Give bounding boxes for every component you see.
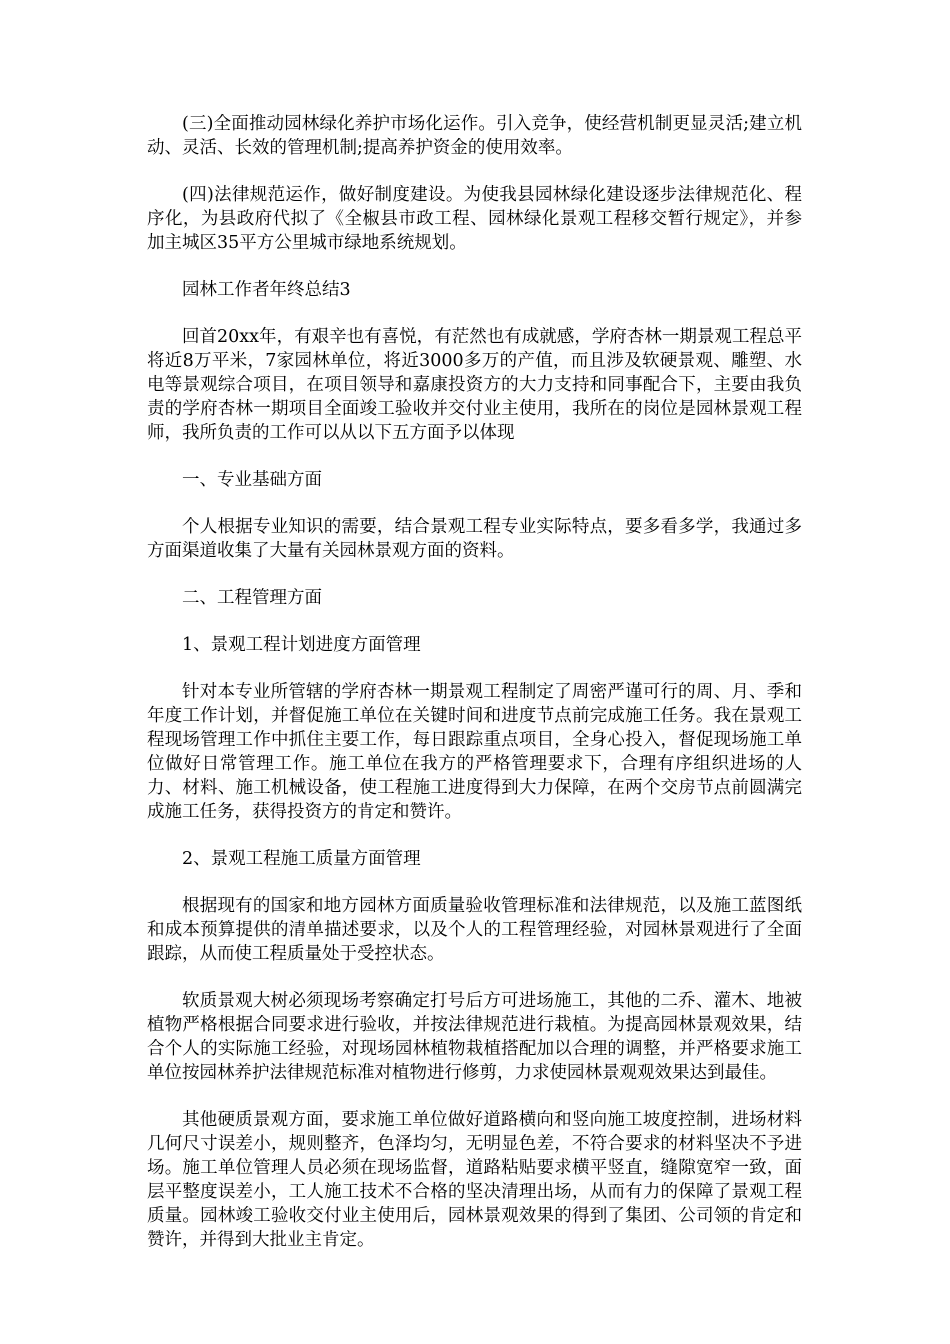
paragraph-quality-standards: 根据现有的国家和地方园林方面质量验收管理标准和法律规范，以及施工蓝图纸和成本预算提供的清单描述要求，以及个人的工程管理经验，对园林景观进行了全面跟踪，从而使工程质量处于受控状态。	[147, 896, 802, 964]
paragraph-legal-regulation: (四)法律规范运作，做好制度建设。为使我县园林绿化建设逐步法律规范化、程序化，为县政府代拟了《全椒县市政工程、园林绿化景观工程移交暂行规定》，并参加主城区35平方公里城市绿地系统规划。	[147, 185, 802, 253]
paragraph-hard-landscape: 其他硬质景观方面，要求施工单位做好道路横向和竖向施工坡度控制，进场材料几何尺寸误差小，规则整齐，色泽均匀，无明显色差，不符合要求的材料坚决不予进场。施工单位管理人员必须在现场监督，道路粘贴要求横平竖直，缝隙宽窄一致，面层平整度误差小，工人施工技术不合格的坚决清理出场，从而有力的保障了景观工程质量。园林竣工验收交付业主使用后，园林景观效果的得到了集团、公司领的肯定和赞许，并得到大批业主肯定。	[147, 1110, 802, 1250]
paragraph-schedule: 针对本专业所管辖的学府杏林一期景观工程制定了周密严谨可行的周、月、季和年度工作计划，并督促施工单位在关键时间和进度节点前完成施工任务。我在景观工程现场管理工作中抓住主要工作，每日跟踪重点项目，全身心投入，督促现场施工单位做好日常管理工作。施工单位在我方的严格管理要求下，合理有序组织进场的人力、材料、施工机械设备，使工程施工进度得到大力保障，在两个交房节点前圆满完成施工任务，获得投资方的肯定和赞许。	[147, 682, 802, 822]
paragraph-soft-landscape: 软质景观大树必须现场考察确定打号后方可进场施工，其他的二乔、灌木、地被植物严格根据合同要求进行验收，并按法律规范进行栽植。为提高园林景观效果，结合个人的实际施工经验，对现场园林植物栽植搭配加以合理的调整，并严格要求施工单位按园林养护法律规范标准对植物进行修剪，力求使园林景观观效果达到最佳。	[147, 991, 802, 1083]
subheading-schedule-management: 1、景观工程计划进度方面管理	[182, 635, 421, 655]
section-title: 园林工作者年终总结3	[182, 280, 351, 300]
document-page	[147, 112, 802, 1275]
subheading-quality-management: 2、景观工程施工质量方面管理	[182, 849, 421, 869]
paragraph-review: 回首20xx年，有艰辛也有喜悦，有茫然也有成就感，学府杏林一期景观工程总平将近8万平米，7家园林单位，将近3000多万的产值，而且涉及软硬景观、雕塑、水电等景观综合项目，在项目领导和嘉康投资方的大力支持和同事配合下，主要由我负责的学府杏林一期项目全面竣工验收并交付业主使用，我所在的岗位是园林景观工程师，我所负责的工作可以从以下五方面予以体现	[147, 327, 802, 443]
heading-project-management: 二、工程管理方面	[182, 588, 322, 608]
paragraph-market-operation: (三)全面推动园林绿化养护市场化运作。引入竞争，使经营机制更显灵活;建立机动、灵活、长效的管理机制;提高养护资金的使用效率。	[147, 114, 802, 158]
heading-professional-basics: 一、专业基础方面	[182, 470, 322, 490]
paragraph-professional-knowledge: 个人根据专业知识的需要，结合景观工程专业实际特点，要多看多学，我通过多方面渠道收集了大量有关园林景观方面的资料。	[147, 517, 802, 561]
